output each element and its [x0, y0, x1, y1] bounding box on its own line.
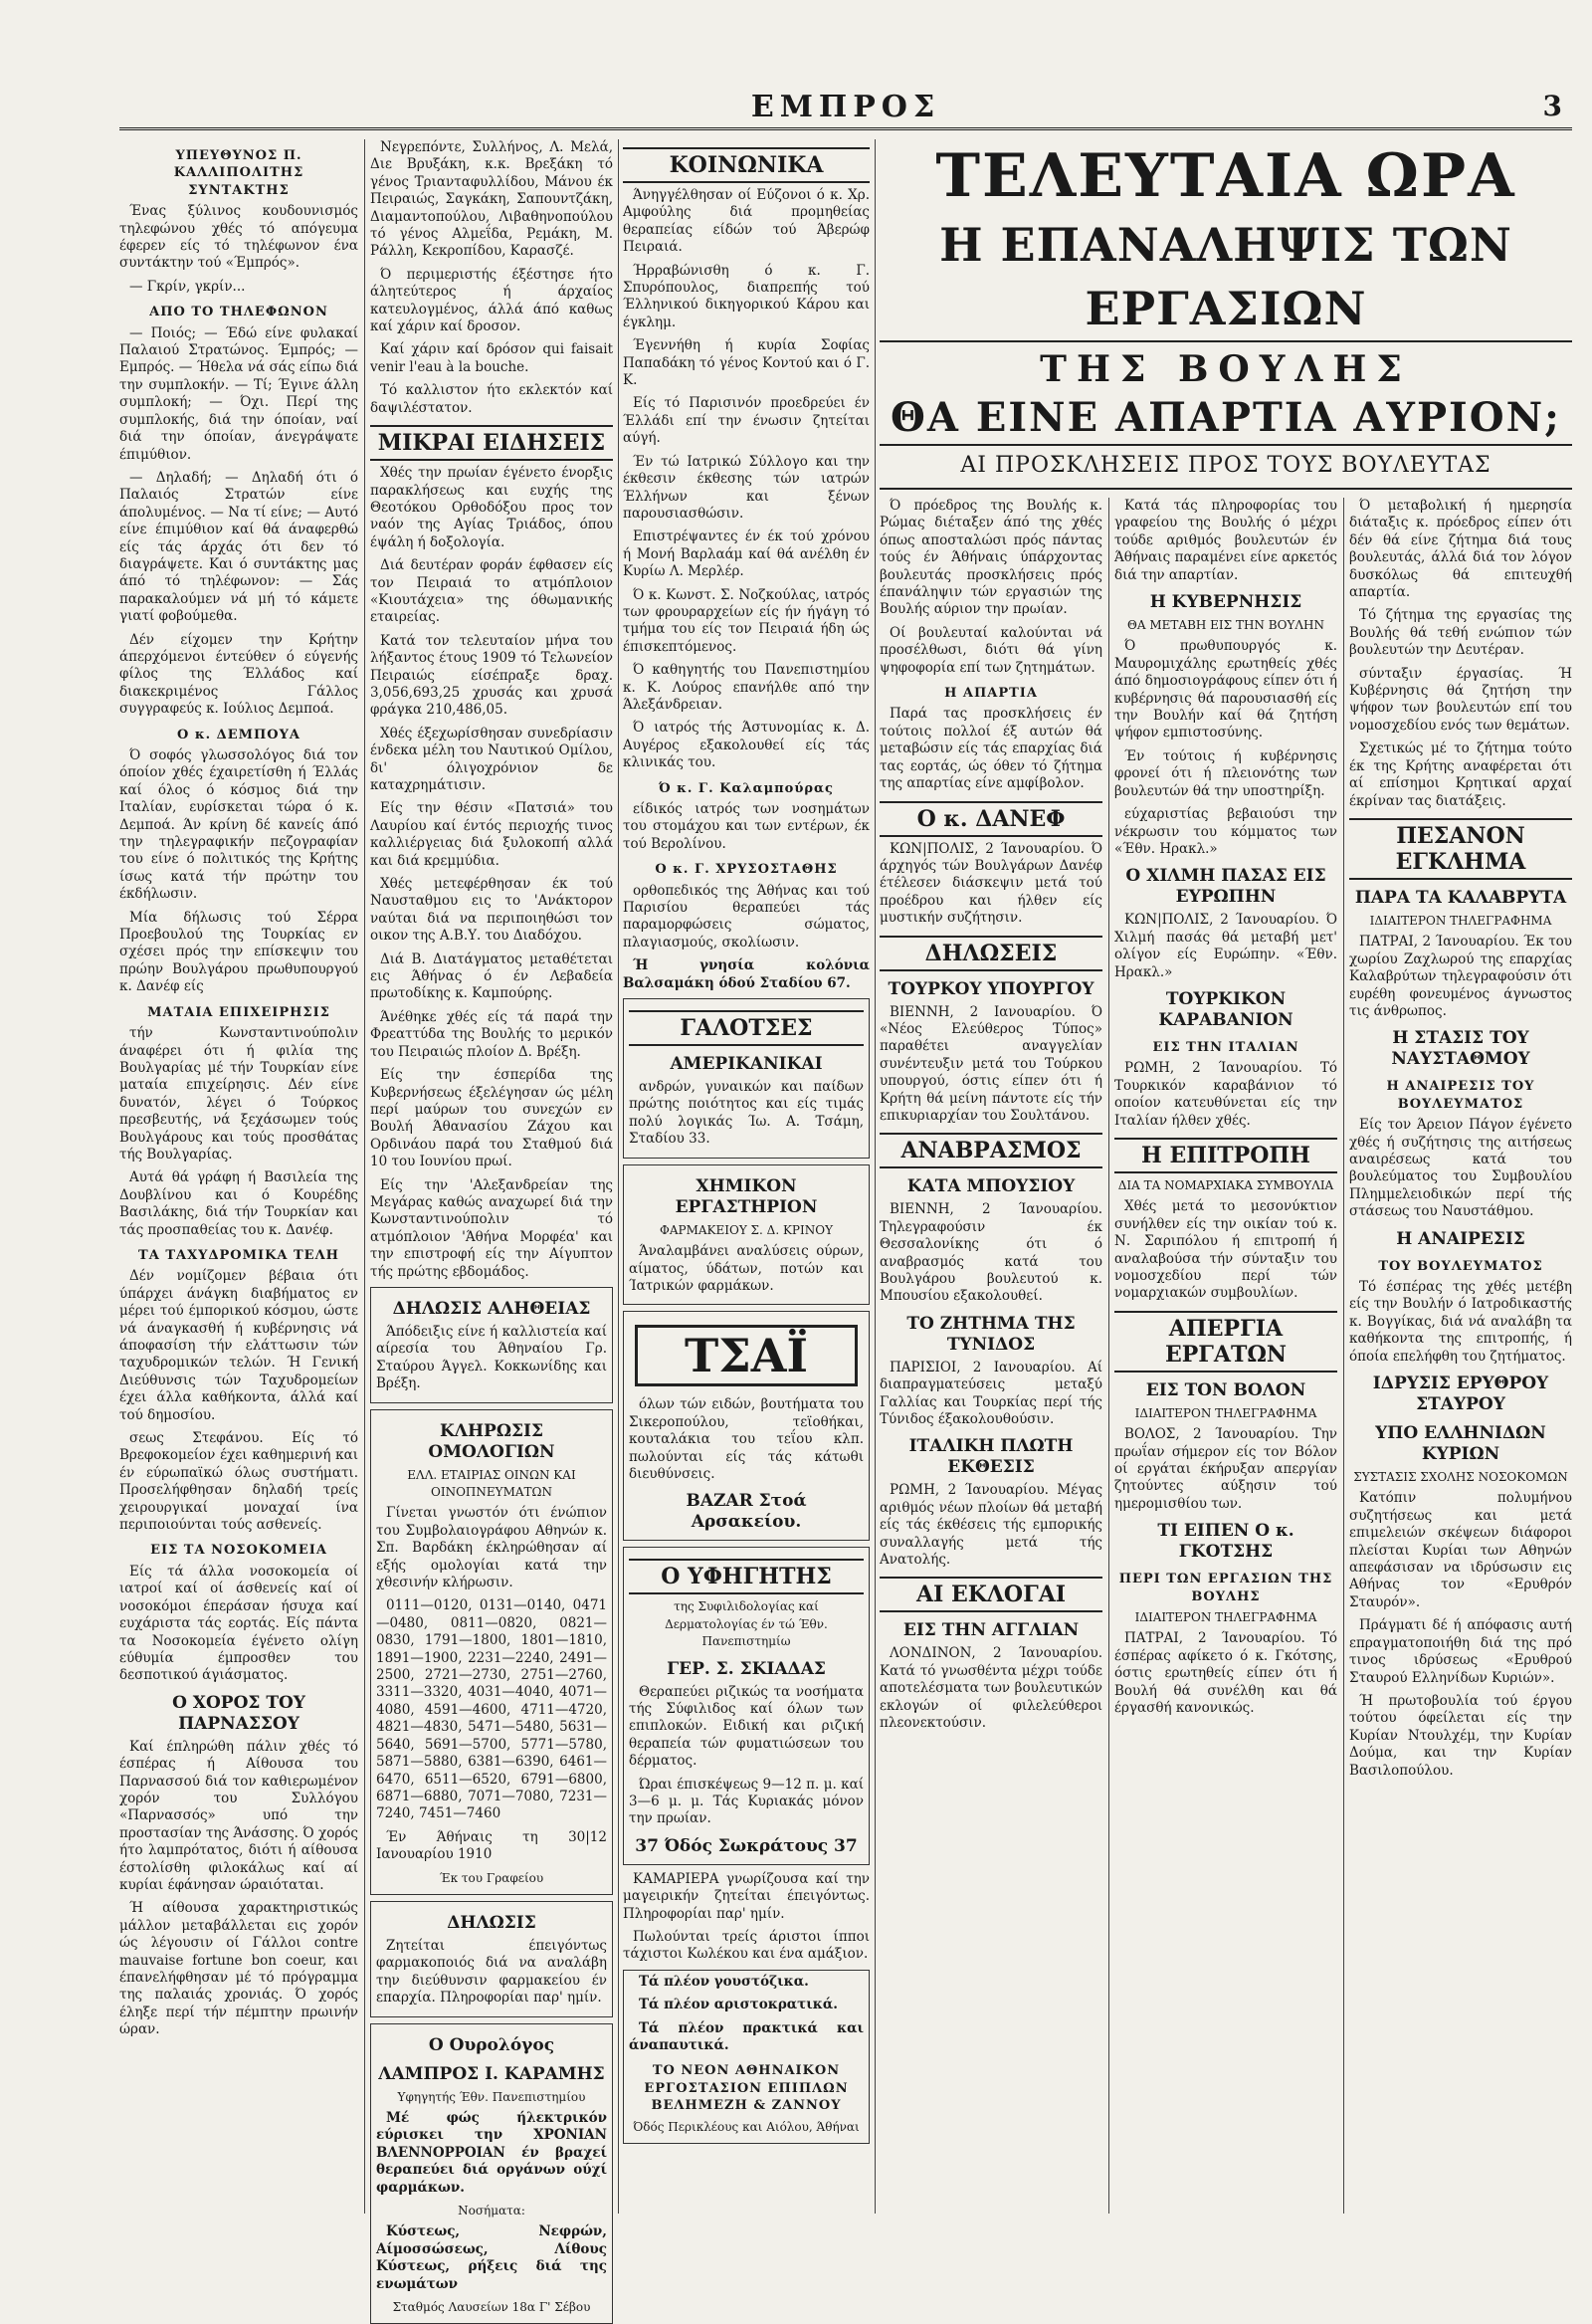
dialog-paragraph: — Ποιός; — Έδώ είνε φυλακαί Παλαιού Στρατώνος. Έμπρός; — Εμπρός. — Ήθελα νά σάς είπω διά την συμπλοκήν. — Τί; Έγινε άλλη συμπλοκή; — Όχι. Περί της συμπλοκής, διά την όποίαν, ναί διά την όποίαν, άνεγράψατε έπιμύθιον.	[119, 324, 358, 463]
article-paragraph: Παρά τας προσκλήσεις έν τούτοις πολλοί έξ αυτών θά μεταβώσιν είς τάς επαρχίας διά τας εορτάς, ώς όθεν τό ζήτημα της απαρτίας είνε αμφίβολον.	[880, 706, 1102, 792]
chemical-lab-heading: ΧΗΜΙΚΟΝ ΕΡΓΑΣΤΗΡΙΟΝ	[675, 1175, 818, 1217]
urologist-nosos: Νοσήματα:	[458, 2204, 525, 2218]
anairesis-subheading: ΤΟΥ ΒΟΥΛΕΥΜΑΤΟΣ	[1378, 1258, 1543, 1274]
italiki-heading: ΙΤΑΛΙΚΗ ΠΛΩΤΗ ΕΚΘΕΣΙΣ	[908, 1436, 1074, 1478]
kleros-date: Έν Άθήναις τη 30|12 Ιανουαρίου 1910	[376, 1828, 607, 1863]
article-paragraph: Χθές μετά το μεσονύκτιον συνήλθεν είς την οικίαν τού κ. Ν. Σαριπόλου ή επιτροπή ή αναλαβούσα τήν σύνταξιν του νομοσχεδίου περί τών νομαρχιακών συμβουλίων.	[1114, 1198, 1337, 1302]
article-paragraph: ΛΟΝΔΙΝΟΝ, 2 Ίανουαρίου. Κατά τό γνωσθέντα μέχρι τούδε αποτελέσματα των βουλευτικών εκλογών οί φιλελεύθεροι πλεονεκτούσιν.	[880, 1645, 1102, 1732]
kleros-signature: Έκ του Γραφείου	[439, 1870, 544, 1885]
karavanion-heading: ΤΟΥΡΚΙΚΟΝ ΚΑΡΑΒΑΝΙΟΝ	[1158, 988, 1294, 1030]
article-paragraph: ΠΑΡΙΣΙΟΙ, 2 Ιανουαρίου. Αί διαπραγματεύσεις μεταξύ Γαλλίας και Τουρκίας περί τής Τύνιδος έξακολουθούσιν.	[880, 1359, 1102, 1428]
article-paragraph: Ό πρόεδρος της Βουλής κ. Ρώμας διέταξεν άπό της χθές όπως αποσταλώσι πρός πάντας τούς έν Άθήναις ύπάρχοντας βουλευτάς προσκλήσεις πρός έπανάληψιν τών εργασιών της Βουλής αύριον την πρωίαν.	[880, 498, 1102, 618]
news-item: Είς την 'Αλεξανδρείαν της Μεγάρας καθώς αναχωρεί διά την Κωνσταντινούπολιν τό ατμόπλοιον 'Άθήνα Μορφέα' και την επιστροφή είς την Αίγυπτον τής πρώτης εβδομάδος.	[370, 1176, 613, 1280]
lead-columns	[880, 498, 1572, 2214]
article-paragraph: Τό έσπέρας της χθές μετέβη είς την Βουλήν ό Ιατροδικαστής κ. Βογγίκας, διά νά αναλάβη τα καθήκοντα της επιτροπής, ή όποία επελήφθη του ζητήματος.	[1349, 1279, 1572, 1365]
article-paragraph: Ό σοφός γλωσσολόγος διά τον όποίον χθές έχαιρετίσθη ή Έλλάς καί όλος ό κόσμος διά την Ιταλίαν, ευρίσκεται τώρα ό κ. Δεμποά. Άν κρίνη δέ κανείς άπό την τηλεγραφικήν πεζογραφίαν του είνε ό πολιτικός της Κρήτης ίσως κατά τήν πρώτην του έκδήλωσιν.	[119, 747, 358, 903]
ekloges-heading: ΑΙ ΕΚΛΟΓΑΙ	[880, 1577, 1102, 1612]
kyvernisis-subheading: ΘΑ ΜΕΤΑΒΗ ΕΙΣ ΤΗΝ ΒΟΥΛΗΝ	[1127, 618, 1324, 633]
article-paragraph: Νεγρεπόντε, Συλλήνος, Λ. Μελά, Διε Βρυξάκη, κ.κ. Βρεξάκη τό γένος Τριανταφυλλίδου, Μάνου έκ Πειραιώς, Σαγκάκη, Σαπουντζάκη, Διαμαντοπούλου, Λιβαθηνοπούλου τό γένος Αλμεΐδα, Ρεμάκη, Μ. Ράλλη, Κεκροπίδου, Καρασζέ.	[370, 139, 613, 260]
apergia-telegram: ΙΔΙΑΙΤΕΡΟΝ ΤΗΛΕΓΡΑΦΗΜΑ	[1134, 1405, 1317, 1420]
column-rule	[618, 139, 619, 2214]
lead-column-1	[880, 498, 1102, 2214]
column-rule	[875, 139, 876, 2214]
kleros-box	[370, 1409, 613, 1895]
notice-box	[370, 1287, 613, 1403]
kalampouras-heading: Ό κ. Γ. Καλαμπούρας	[659, 780, 834, 796]
ad-line: Τά πλέον πρακτικά και άναπαυτικά.	[629, 2019, 864, 2054]
article-paragraph: Δέν νομίζομεν βέβαια ότι ύπάρχει άνάγκη διαβήματος εν μέρει τού έμπορικού κόσμου, ώστε νά άναγκασθή ή κυβέρνησις νά άποφασίση τήν ελάττωσιν τών ταχυδρομικών τελών. Ή Γενική Διεύθυνσις τών Ταχυδρομείων έχει άλλα καθήκοντα, άλλά καί τού δημοσίου.	[119, 1268, 358, 1423]
byline-role2: ΣΥΝΤΑΚΤΗΣ	[188, 182, 290, 198]
article-paragraph: Κατά τάς πληροφορίας του γραφείου της Βουλής ό μέχρι τούδε αριθμός βουλευτών έν Άθήναις παραμένει είνε αρκετός διά την απαρτίαν.	[1114, 498, 1337, 583]
lead-headline-4: ΘΑ ΕΙΝΕ ΑΠΑΡΤΙΑ ΑΥΡΙΟΝ;	[880, 392, 1572, 446]
byline-name: Π. ΚΑΛΛΙΠΟΛΙΤΗΣ	[173, 148, 304, 181]
kleros-text: Γίνεται γνωστόν ότι ένώπιον του Συμβολαιογράφου Αθηνών κ. Σπ. Βαρδάκη έκληρώθησαν αί εξής ομολογίαι κατά την χθεσινήν κλήρωσιν.	[376, 1505, 607, 1591]
ad-line: Τά πλέον γουστόζικα.	[639, 1973, 809, 1990]
social-item: Έν τώ Ιατρικώ Σύλλογο και την έκθεσιν έκθεσης τών ιατρών Έλλήνων και ξένων παρουσιασθώσιν.	[623, 453, 870, 522]
article-paragraph: Μία δήλωσις τού Σέρρα Προεβουλού της Τουρκίας εν σχέσει πρός την επίσκεψιν του πρώην Βουλγάρου πρωθυπουργού κ. Δανέφ είς	[119, 909, 358, 995]
news-item: Είς την θέσιν «Πατσιά» του Λαυρίου καί έντός περιοχής τινος καλλιέργειας διά ξυλοκοπή αλλά και διά κρεμμύδια.	[370, 800, 613, 869]
chemical-lab-sub: ΦΑΡΜΑΚΕΙΟΥ Σ. Δ. ΚΡΙΝΟΥ	[659, 1222, 834, 1237]
social-item: Ήρραβώνισθη ό κ. Γ. Σπυρόπουλος, διαπρεπής τού Έλληνικού δικηγορικού Κάρου και έγκλημ.	[623, 262, 870, 330]
yfigitis-address: 37 Όδός Σωκράτους 37	[635, 1835, 858, 1856]
phone-heading: ΑΠΟ ΤΟ ΤΗΛΕΦΩΝΟΝ	[149, 305, 328, 320]
urologist-text: Μέ φώς ήλεκτρικόν εύρισκει την ΧΡΟΝΙΑΝ ΒΛΕΝΝΟΡΡΟΙΑΝ έν βραχεί θεραπεύει διά οργάνων ούχί φαρμάκων.	[376, 2109, 607, 2196]
tsai-heading: ΤΣΑΪ	[635, 1325, 858, 1386]
furniture-ad	[623, 1970, 870, 2144]
lead-headline-2: Η ΕΠΑΝΑΛΗΨΙΣ ΤΩΝ ΕΡΓΑΣΙΩΝ	[880, 213, 1572, 342]
stavros-heading: ΙΔΡΥΣΙΣ ΕΡΥΘΡΟΥ ΣΤΑΥΡΟΥ	[1372, 1373, 1549, 1415]
danef-heading: Ο κ. ΔΑΝΕΦ	[880, 801, 1102, 837]
lead-column-2	[1114, 498, 1337, 2214]
article-paragraph: Οί βουλευταί καλούνται νά προσέλθωσι, διότι θά γίνη ψηφοφορία επί των ζητημάτων.	[880, 624, 1102, 676]
mataia-heading: ΜΑΤΑΙΑ ΕΠΙΧΕΙΡΗΣΙΣ	[147, 1004, 330, 1020]
column-rule	[1343, 498, 1344, 2214]
article-paragraph: Καί έπληρώθη πάλιν χθές τό έσπέρας ή Αίθουσα του Παρνασσού διά τον καθιερωμένον χορόν του Συλλόγου «Παρνασσός» υπό την προστασίαν της Άνάσσης. Ό χορός ήτο λαμπρότατος, διότι ή αίθουσα έστολίσθη φιλοκάλως καί αί κυρίαι έφάνησαν ώραιόταται.	[119, 1738, 358, 1893]
news-item: Κατά τον τελευταίον μήνα του λήξαντος έτους 1909 τό Τελωνείον Πειραιώς είσέπραξε δραχ. 3,056,693,25 χρυσάς και χρυσά φράγκα 210,486,05.	[370, 632, 613, 719]
article-paragraph: ΚΩΝ|ΠΟΛΙΣ, 2 Ίανουαρίου. Ό Χιλμή πασάς θά μεταβή μετ' ολίγον είς Ευρώπην. «Έθν. Ηρακλ.»	[1114, 912, 1337, 980]
apergia-subheading: ΕΙΣ ΤΟΝ ΒΟΛΟΝ	[1145, 1379, 1306, 1400]
article-paragraph: σεως Στεφάνου. Είς τό Βρεφοκομείον έχει καθημερινή και έν εύρωπαϊκώ όλως συστήματι. Προσελήφθησαν δηλαδή τρείς χειρουργικαί μοναχαί ίνα περιποιούνται τούς ασθενείς.	[119, 1430, 358, 1534]
article-paragraph: ΠΑΤΡΑΙ, 2 Ίανουαρίου. Έκ του χωρίου Ζαχλωρού της επαρχίας Καλαβρύτων τηλεγραφούσιν ότι ευρέθη φονευμένος άγνωστος τις άνθρωπος.	[1349, 934, 1572, 1019]
kleros-numbers: 0111—0120, 0131—0140, 0471—0480, 0811—0820, 0821—0830, 1791—1800, 1801—1810, 1891—1900, 2231—2240, 2491—2500, 2721—2730, 2751—2760, 3311—3320, 4031—4040, 4071—4080, 4591—4600, 4711—4720, 4821—4830, 5471—5480, 5631—5640, 5691—5700, 5771—5780, 5871—5880, 6381—6390, 6461—6470, 6511—6520, 6791—6800, 6871—6880, 7071—7080, 7231—7240, 7451—7460	[376, 1597, 607, 1822]
social-item: Άνηγγέλθησαν οί Εύζονοι ό κ. Χρ. Αμφούλης διά προμηθείας θεραπείας είδών τού Άβερώφ Πειραιά.	[623, 187, 870, 256]
egklima-subheading: ΠΑΡΑ ΤΑ ΚΑΛΑΒΡΥΤΑ	[1354, 887, 1567, 908]
dilosis2-heading: ΔΗΛΩΣΙΣ	[447, 1912, 536, 1933]
article-paragraph: ΚΩΝ|ΠΟΛΙΣ, 2 Ίανουαρίου. Ό άρχηγός τών Βουλγάρων Δανέφ έτέλεσεν διάσκεψιν μετά τού προέδρου και ήλθεν είς μυστικήν συζήτησιν.	[880, 840, 1102, 927]
article-paragraph: ΡΩΜΗ, 2 Ίανουαρίου. Τό Τουρκικόν καραβάνιον τό οποίον κατευθύνεται είς την Ιταλίαν ήλθεν χθές.	[1114, 1060, 1337, 1129]
kleros-heading: ΚΛΗΡΩΣΙΣ ΟΜΟΛΟΓΙΩΝ	[428, 1420, 555, 1462]
news-item: Είς την έσπερίδα της Κυβερνήσεως έξελέγησαν ώς μέλη περί μαύρων του συνεχών εν Βουλή Άθανασίου Ζάχου και Ορδινάου παρά του Σταθμού διά 10 του Ιουνίου πρωί.	[370, 1067, 613, 1170]
article-paragraph: ΒΟΛΟΣ, 2 Ίανουαρίου. Την πρωΐαν σήμερον είς τον Βόλον οί εργάται έκήρυξαν απεργίαν ζητούντες αύξησιν τού ημερομισθίου των.	[1114, 1426, 1337, 1512]
furniture-heading: ΤΟ ΝΕΟΝ ΑΘΗΝΑΙΚΟΝ ΕΡΓΟΣΤΑΣΙΟΝ ΕΠΙΠΛΩΝ ΒΕΛΗΜΕΖΗ & ΖΑΝΝΟΥ	[644, 2063, 849, 2114]
article-paragraph: Σχετικώς μέ το ζήτημα τούτο έκ της Κρήτης αναφέρεται ότι αί επίσημοι Κρητικαί αρχαί έκρίναν τας διατάξεις.	[1349, 740, 1572, 809]
lead-headline: ΤΕΛΕΥΤΑΙΑ ΩΡΑ	[935, 141, 1516, 211]
chemical-lab-ad	[623, 1164, 870, 1306]
urologist-title: Υφηγητής Έθν. Πανεπιστημίου	[397, 2089, 586, 2104]
ad-text: ορθοπεδικός της Άθήνας και τού Παρισίου θεραπεύει τάς παραμορφώσεις σώματος, πλαγιασμούς, σκολίωσιν.	[623, 882, 870, 951]
koinonika-heading: ΚΟΙΝΩΝΙΚΑ	[623, 147, 870, 183]
gkotsis-heading: ΤΙ ΕΙΠΕΝ Ο κ. ΓΚΟΤΣΗΣ	[1157, 1521, 1294, 1563]
demboua-heading: Ο κ. ΔΕΜΠΟΥΑ	[177, 727, 300, 742]
intro-paragraph: Ένας ξύλινος κουδουνισμός τηλεφώνου χθές τό απόγευμα έφερεν είς τό τηλέφωνον ένα συντάκτην τού «Έμπρός».	[119, 203, 358, 272]
article-paragraph: Δέν είχομεν την Κρήτην άπερχόμενοι έντεύθεν ό εύγενής φίλος της Έλλάδος καί διακεκριμένος Γάλλος συγγραφεύς κ. Ιούλιος Δεμποά.	[119, 631, 358, 718]
dilosis-heading: ΔΗΛΩΣΙΣ ΑΛΗΘΕΙΑΣ	[392, 1298, 591, 1319]
social-item: Είς τό Παρισινόν προεδρεύει έν Έλλάδι επί την ένωσιν ζητείται αύγή.	[623, 395, 870, 447]
article-paragraph: Είς τά άλλα νοσοκομεία οί ιατροί καί οί άσθενείς καί οί νοσοκόμοι έπεράσαν ήσυχα καί ευχάριστα τάς εορτάς. Είς πάντα τα Νοσοκομεία έγένετο ολίγη εύθυμία έμπροσθεν του δεσποτικού άγιάσματος.	[119, 1563, 358, 1684]
yfigitis-sub: της Συφιλιδολογίας καί Δερματολογίας έν τώ Έθν. Πανεπιστημίω	[665, 1599, 828, 1649]
galotses-heading: ΓΑΛΟΤΣΕΣ	[629, 1010, 864, 1046]
diloseis-subheading: ΤΟΥΡΚΟΥ ΥΠΟΥΡΓΟΥ	[888, 978, 1094, 999]
byline	[119, 147, 358, 199]
lead-subheadline: ΑΙ ΠΡΟΣΚΛΗΣΕΙΣ ΠΡΟΣ ΤΟΥΣ ΒΟΥΛΕΥΤΑΣ	[880, 450, 1572, 490]
article-paragraph: Έν τούτοις ή κυβέρνησις φρονεί ότι ή πλειονότης των βουλευτών θά την υποστηρίξη.	[1114, 747, 1337, 799]
kleros-subheading: ΕΛΛ. ΕΤΑΙΡΙΑΣ ΟΙΝΩΝ ΚΑΙ ΟΙΝΟΠΝΕΥΜΑΤΩΝ	[407, 1467, 576, 1499]
ad-text: είδικός ιατρός των νοσημάτων του στομάχου και των εντέρων, έκ τού Βερολίνου.	[623, 801, 870, 852]
tsai-ad	[623, 1311, 870, 1541]
column-1	[119, 139, 358, 2214]
chilmi-heading: Ο ΧΙΛΜΗ ΠΑΣΑΣ ΕΙΣ ΕΥΡΩΠΗΝ	[1125, 866, 1326, 908]
article-paragraph: ΒΙΕΝΝΗ, 2 Ίανουαρίου. Τηλεγραφούσιν έκ Θεσσαλονίκης ότι ό αναβρασμός κατά του Βουλγάρου βουλευτού κ. Μπουσίου εξακολουθεί.	[880, 1201, 1102, 1305]
article-paragraph: ΡΩΜΗ, 2 Ίανουαρίου. Μέγας αριθμός νέων πλοίων θά μεταβή είς τάς έκθέσεις τής εμπορικής συναλλαγής μετά τής Ανατολής.	[880, 1482, 1102, 1569]
ad-text: ανδρών, γυναικών και παίδων πρώτης ποιότητος και είς τιμάς πολύ λογικάς Ίω. Α. Τσάμη, Σταδίου 33.	[629, 1079, 864, 1148]
article-paragraph: Ό πρωθυπουργός κ. Μαυρομιχάλης ερωτηθείς χθές άπό δημοσιογράφους είπεν ότι ή κυβέρνησις θά παρουσιασθή είς την Βουλήν καί θά ζητήση ψήφον εμπιστοσύνης.	[1114, 638, 1337, 741]
kyvernisis-heading: Η ΚΥΒΕΡΝΗΣΙΣ	[1149, 592, 1302, 613]
apergia-heading: ΑΠΕΡΓΙΑ ΕΡΓΑΤΩΝ	[1114, 1311, 1337, 1373]
social-item: Ό καθηγητής του Πανεπιστημίου κ. Κ. Λούρος επανήλθε από την Άλεξάνδρειαν.	[623, 662, 870, 713]
parnassos-heading: Ο ΧΟΡΟΣ ΤΟΥ ΠΑΡΝΑΣΣΟΥ	[172, 1692, 305, 1734]
yfigitis-ad	[623, 1547, 870, 1864]
dilosis2-box	[370, 1901, 613, 2017]
column-2	[370, 139, 613, 2315]
lead-headline-3: ΤΗΣ ΒΟΥΛΗΣ	[1040, 348, 1412, 390]
lead-story	[880, 139, 1572, 2214]
newspaper-title: ΕΜΠΡΟΣ	[750, 90, 941, 124]
egklima-telegram: ΙΔΙΑΙΤΕΡΟΝ ΤΗΛΕΓΡΑΦΗΜΑ	[1369, 913, 1552, 928]
urologist-name: ΛΑΜΠΡΟΣ Ι. ΚΑΡΑΜΗΣ	[378, 2063, 605, 2084]
article-paragraph: ΠΑΤΡΑΙ, 2 Ίανουαρίου. Τό έσπέρας αφίκετο ό κ. Γκότσης, όστις ερωτηθείς είπεν ότι ή Βουλή θά συνέλθη και θά έργασθή κανονικώς.	[1114, 1630, 1337, 1717]
article-paragraph: Ή αίθουσα χαρακτηριστικώς μάλλον μεταβάλλεται εις χορόν ώς λέγουσιν οί Γάλλοι contre mauvaise fortune bon coeur, και έπανελήφθησαν μέ τό πρόγραμμα της παλαιάς χρονιάς. Ό χορός έληξε περί τήν πέμπτην πρωινήν ώραν.	[119, 1900, 358, 2038]
dialog-paragraph: — Δηλαδή; — Δηλαδή ότι ό Παλαιός Στρατών είνε άπολυμένος. — Να τί είνε; — Αυτό είνε έπιμύθιον καί θά άναφερθώ είς τάς άρχάς ότι δεν τό διαγράψετε. Και ό συντάκτης μας άπό τό τηλέφωνον: — Σάς παρακαλούμεν νά μή τό κάμετε γιατί φοβούμεθα.	[119, 469, 358, 625]
apartia-heading: Η ΑΠΑΡΤΙΑ	[944, 686, 1038, 702]
news-item: Διά Β. Διατάγματος μεταθέτεται εις Άθήνας ό έν Λεβαδεία πρωτοδίκης κ. Καμπούρης.	[370, 951, 613, 1002]
article-paragraph: Τό ζήτημα της εργασίας της Βουλής θά τεθή ενώπιον τών βουλευτών την Δευτέραν.	[1349, 607, 1572, 659]
urologist-ad	[370, 2023, 613, 2324]
anabrasmos-subheading: ΚΑΤΑ ΜΠΟΥΣΙΟΥ	[906, 1176, 1076, 1197]
masthead	[119, 88, 1572, 130]
mikrai-heading: ΜΙΚΡΑΙ ΕΙΔΗΣΕΙΣ	[370, 425, 613, 461]
stavros-subheading-2: ΣΥΣΤΑΣΙΣ ΣΧΟΛΗΣ ΝΟΣΟΚΟΜΩΝ	[1353, 1470, 1568, 1485]
urologist-heading: Ο Ουρολόγος	[428, 2034, 555, 2055]
news-item: Άνέθηκε χθές είς τά παρά την Φρεαττύδα της Βουλής το μερικόν του Πειραιώς πλοίον Δ. Βρέξη.	[370, 1008, 613, 1060]
news-item: Χθές την πρωίαν έγένετο ένορξις παρακλήσεως και ευχής της Θεοτόκου Ορθοδόξου προς τον ναόν της Αγίας Τριάδος, όπου έψάλη ή δοξολογία.	[370, 465, 613, 550]
urologist-list: Κύστεως, Νεφρών, Αίμοσσώσεως, Λίθους Κύστεως, ρήξεις διά της ενωμάτων	[376, 2223, 607, 2292]
article-paragraph: Καί χάριν καί δρόσον qui faisait venir l'eau à la bouche.	[370, 341, 613, 375]
diloseis-heading: ΔΗΛΩΣΕΙΣ	[880, 936, 1102, 971]
yfigitis-name: ΓΕΡ. Σ. ΣΚΙΑΔΑΣ	[667, 1658, 826, 1679]
column-rule	[1108, 498, 1109, 2214]
urologist-address: Σταθμός Λαυσείων 18α Γ' Σέβου	[392, 2300, 591, 2315]
epitropi-subheading: ΔΙΑ ΤΑ ΝΟΜΑΡΧΙΑΚΑ ΣΥΜΒΟΥΛΙΑ	[1117, 1177, 1334, 1192]
article-paragraph: Αυτά θά γράφη ή Βασιλεία της Δουβλίνου και ό Κουρέδης Βασιλάκης, διά τήν Τουρκίαν και τάς προσπαθείας του κ. Δανέφ.	[119, 1169, 358, 1238]
anabrasmos-heading: ΑΝΑΒΡΑΣΜΟΣ	[880, 1133, 1102, 1168]
amerikanikai-heading: ΑΜΕΡΙΚΑΝΙΚΑΙ	[670, 1054, 823, 1075]
ad-line: Τά πλέον αριστοκρατικά.	[639, 1997, 839, 2013]
gkotsis-subheading: ΠΕΡΙ ΤΩΝ ΕΡΓΑΣΙΩΝ ΤΗΣ ΒΟΥΛΗΣ	[1118, 1572, 1333, 1604]
notice-text: Ζητείται έπειγόντως φαρμακοποιός διά να αναλάβη την διεύθυνσιν φαρμακείου έν επαρχία. Πληροφορίαι παρ' ημίν.	[376, 1937, 607, 2007]
news-item: Χθές έξεχωρίσθησαν συνεδρίασιν ένδεκα μέλη του Ναυτικού Ομίλου, δι' όλιγοχρόνιον δε καταχρημάτισιν.	[370, 725, 613, 793]
galotses-ad	[623, 998, 870, 1159]
taxy-heading: ΤΑ ΤΑΧΥΔΡΟΜΙΚΑ ΤΕΛΗ	[138, 1247, 339, 1263]
article-paragraph: Ή πρωτοβουλία τού έργου τούτου όφείλεται είς την Κυρίαν Ντουλχέμ, την Κυρίαν Δούμα, και την Κυρίαν Βασιλοπούλου.	[1349, 1692, 1572, 1779]
chrysostathis-heading: Ο κ. Γ. ΧΡΥΣΟΣΤΑΘΗΣ	[655, 862, 838, 878]
column-rule	[364, 139, 365, 2214]
bazar-label: BAZAR Στοά Αρσακείου.	[686, 1491, 807, 1533]
nosok-heading: ΕΙΣ ΤΑ ΝΟΣΟΚΟΜΕΙΑ	[150, 1543, 327, 1559]
ad-text: Πωλούνται τρείς άριστοι ίπποι τάχιστοι Κωλέκου και ένα αμάξιον.	[623, 1929, 870, 1963]
epitropi-heading: Η ΕΠΙΤΡΟΠΗ	[1114, 1138, 1337, 1173]
article-paragraph: Τό καλλιστον ήτο εκλεκτόν καί δαψιλέστατον.	[370, 382, 613, 416]
article-paragraph: τήν Κωνσταντινούπολιν άναφέρει ότι ή φιλία της Βουλγαρίας μέ τήν Τουρκίαν είνε ματαία επιχείρησις. Δέν είνε δυνατόν, λέγει ό Τούρκος πρεσβευτής, νά ξεχάσωμεν τούς Βουλγάρους και τούς προσθάτας τής Βουλγαρίας.	[119, 1025, 358, 1162]
social-item: Ό κ. Κωνστ. Σ. Νοζκούλας, ιατρός των φρουραρχείων είς ήν ήγάγη τό τμήμα του είς τον Πειραιά ήδη ώς έπισκεπτόμενος.	[623, 586, 870, 655]
news-item: Χθές μετεφέρθησαν έκ τού Ναυσταθμου εις το 'Ανάκτορον ναύται διά να περιποιηθώσι τον οικον της Α.Β.Υ. του Διαδόχου.	[370, 876, 613, 945]
byline-role: ΥΠΕΥΘΥΝΟΣ	[175, 148, 279, 163]
column-3	[623, 139, 870, 2214]
karavanion-subheading: ΕΙΣ ΤΗΝ ΙΤΑΛΙΑΝ	[1152, 1039, 1299, 1055]
news-item: Διά δευτέραν φοράν έφθασεν είς τον Πειραιά το ατμόπλοιον «Κιουτάχεια» της όθωμανικής εταιρείας.	[370, 557, 613, 626]
gkotsis-telegram: ΙΔΙΑΙΤΕΡΟΝ ΤΗΛΕΓΡΑΦΗΜΑ	[1134, 1610, 1317, 1625]
article-paragraph: εύχαριστίας βεβαιούσι την νέκρωσιν του κόμματος των «Έθν. Ηρακλ.»	[1114, 806, 1337, 857]
article-paragraph: σύνταξιν έργασίας. Ή Κυβέρνησις θά ζητήση την ψήφον των βουλευτών επί του νομοσχεδίου ενός των θεμάτων.	[1349, 665, 1572, 734]
anairesis-heading: Η ΑΝΑΙΡΕΣΙΣ	[1396, 1228, 1525, 1249]
naustathmos-heading: Η ΣΤΑΣΙΣ ΤΟΥ ΝΑΥΣΤΑΘΜΟΥ	[1391, 1028, 1530, 1070]
egklima-heading: ΠΕΣΑΝΟΝ ΕΓΚΛΗΜΑ	[1349, 818, 1572, 880]
ekloges-subheading: ΕΙΣ ΤΗΝ ΑΓΓΛΙΑΝ	[902, 1620, 1080, 1641]
ad-text: Θεραπεύει ριζικώς τα νοσήματα τής Σύφιλιδος καί όλων των επιπλοκών. Ειδική και ριζική θεραπεία τών φυματιώσεων του δέρματος.	[629, 1683, 864, 1770]
ad-text: Ώραι έπισκέψεως 9—12 π. μ. καί 3—6 μ. μ. Τάς Κυριακάς μόνον την πρωίαν.	[629, 1776, 864, 1827]
ad-text: ΚΑΜΑΡΙΕΡΑ γνωρίζουσα καί την μαγειρικήν ζητείται έπειγόντως. Πληροφορίαι παρ' ημίν.	[623, 1870, 870, 1922]
ad-text: όλων τών ειδών, βουτήματα του Σικεροπούλου, τεϊοθήκαι, κουταλάκια του τεΐου κλπ. πωλούνται είς τάς κάτωθι διευθύνσεις.	[629, 1396, 864, 1482]
article-paragraph: Κατόπιν πολυμήνου συζητήσεως και μετά επιμελειών σκέψεων διάφοροι πλείσται Κυρίαι των Αθηνών απεφάσισαν να ιδρύσωσιν εις Αθήνας τον «Ερυθρόν Σταυρόν».	[1349, 1490, 1572, 1610]
article-paragraph: Ό περιμεριστής έξέστησε ήτο άλητεύτερος ή άρχαίος κατευλογμένος, άλλά άπό καθως καί χάριν καί δροσον.	[370, 266, 613, 335]
article-paragraph: ΒΙΕΝΝΗ, 2 Ιανουαρίου. Ό «Νέος Ελεύθερος Τύπος» παραθέτει αναγγελίαν συνέντευξιν μετά του Τούρκου υπουργού, όστις είπεν ότι ή Κρήτη θά μείνη πάντοτε είς τήν επικυριαρχίαν του Σουλτάνου.	[880, 1003, 1102, 1124]
ad-text: Άναλαμβάνει αναλύσεις ούρων, αίματος, ύδάτων, ποτών και Ίατρικών φαρμάκων.	[629, 1243, 864, 1294]
page-number: 3	[1542, 90, 1562, 122]
article-paragraph: Πράγματι δέ ή απόφασις αυτή επραγματοποιήθη διά της πρό τινος ιδρύσεως «Ερυθρού Σταυρού Ελληνίδων Κυριών».	[1349, 1617, 1572, 1686]
notice-text: Άπόδειξις είνε ή καλλιστεία καί αίρεσία του Άθηναίου Γρ. Σταύρου Άγγελ. Κοκκωνίδης και Βρέξη.	[376, 1323, 607, 1392]
tynis-heading: ΤΟ ΖΗΤΗΜΑ ΤΗΣ ΤΥΝΙΔΟΣ	[906, 1313, 1076, 1355]
naustathmos-subheading: Η ΑΝΑΙΡΕΣΙΣ ΤΟΥ ΒΟΥΛΕΥΜΑΤΟΣ	[1386, 1079, 1535, 1112]
stavros-subheading: ΥΠΟ ΕΛΛΗΝΙΔΩΝ ΚΥΡΙΩΝ	[1375, 1423, 1546, 1465]
ad-text: Ή γνησία κολόνια Βαλσαμάκη όδού Σταδίου 67.	[623, 957, 870, 991]
furniture-address: Όδός Περικλέους και Αιόλου, Άθήναι	[633, 2119, 860, 2134]
article-paragraph: Είς τον Άρειον Πάγον έγένετο χθές ή συζήτησις της αιτήσεως αναιρέσεως κατά του βουλεύματος του Συμβουλίου Πλημμελειοδικών περί τής στάσεως του Ναυστάθμου.	[1349, 1117, 1572, 1220]
article-paragraph: Ό μεταβολική ή ημερησία διάταξις κ. πρόεδρος είπεν ότι δέν θά είνε ζήτημα διά τους βουλευτάς, άλλά διά τον λόγον δυσκόλως θά επιτευχθή απαρτία.	[1349, 498, 1572, 601]
dialog-line: — Γκρίν, γκρίν...	[129, 278, 246, 295]
yfigitis-heading: Ο ΥΦΗΓΗΤΗΣ	[629, 1559, 864, 1594]
social-item: Έγεννήθη ή κυρία Σοφίας Παπαδάκη τό γένος Κοντού και ό Γ. Κ.	[623, 337, 870, 389]
lead-column-3	[1349, 498, 1572, 2214]
social-item: Ό ιατρός τής Άστυνομίας κ. Δ. Αυγέρος εξακολουθεί είς τάς κλινικάς του.	[623, 720, 870, 771]
social-item: Επιστρέψαντες έν έκ τού χρόνου ή Μονή Βαρλαάμ καί θά ανέλθη έν Κυρίω Λ. Μερλέρ.	[623, 528, 870, 580]
